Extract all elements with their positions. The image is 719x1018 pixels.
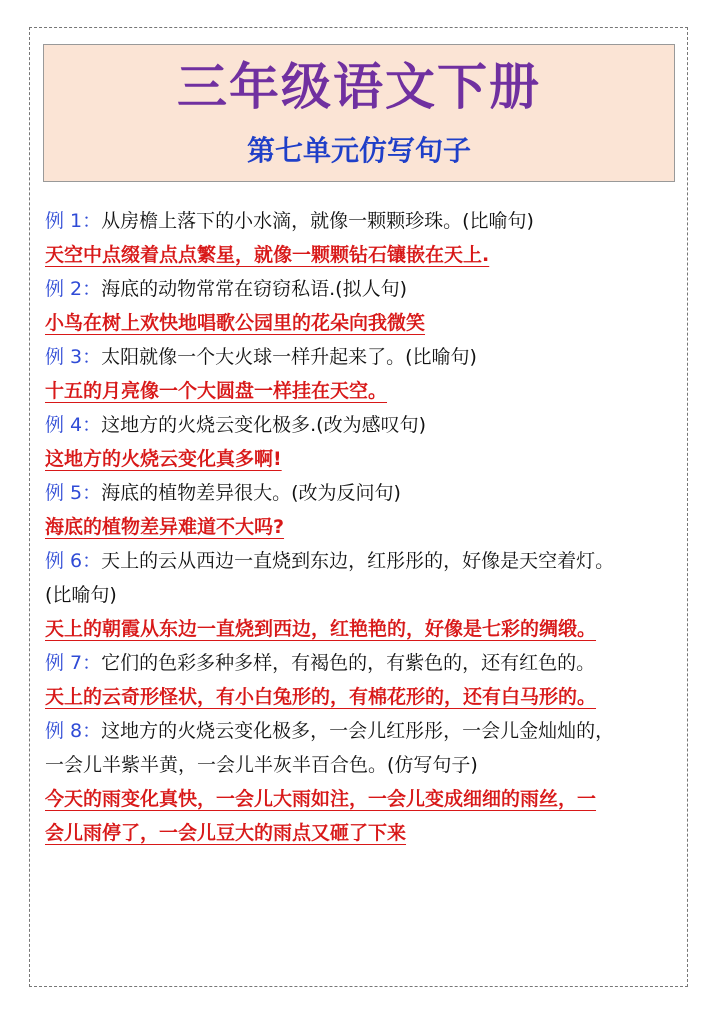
- example-answer: [45, 442, 685, 476]
- answer-text: 天上的朝霞从东边一直烧到西边，红艳艳的，好像是七彩的绸缎。: [45, 618, 597, 640]
- example-question: [45, 204, 685, 238]
- example-number: 例 7：: [45, 652, 102, 674]
- example-number: 例 8：: [45, 720, 102, 742]
- page-subtitle: 第七单元仿写句子: [246, 134, 471, 167]
- question-text: 天上的云从西边一直烧到东边，红彤彤的，好像是天空着灯。: [101, 550, 615, 572]
- example-number: 例 3：: [45, 346, 102, 368]
- answer-text: 天空中点缀着点点繁星，就像一颗颗钻石镶嵌在天上.: [45, 244, 490, 266]
- example-question-continued: [45, 748, 685, 782]
- example-answer: [45, 782, 685, 816]
- question-text: 从房檐上落下的小水滴，就像一颗颗珍珠。(比喻句): [101, 210, 534, 232]
- example-question-continued: [45, 578, 685, 612]
- example-answer: [45, 510, 685, 544]
- example-answer: [45, 374, 685, 408]
- question-text: 海底的植物差异很大。(改为反问句): [101, 482, 401, 504]
- question-text: 太阳就像一个大火球一样升起来了。(比喻句): [101, 346, 477, 368]
- example-question: [45, 476, 685, 510]
- example-answer: [45, 238, 685, 272]
- title-banner: [43, 44, 675, 182]
- example-answer: [45, 612, 685, 646]
- page-title: 三年级语文下册: [177, 57, 541, 116]
- example-question: [45, 340, 685, 374]
- example-answer: [45, 680, 685, 714]
- example-number: 例 2：: [45, 278, 102, 300]
- example-question: [45, 646, 685, 680]
- question-text: 它们的色彩多种多样，有褐色的，有紫色的，还有红色的。: [101, 652, 596, 674]
- example-number: 例 4：: [45, 414, 102, 436]
- example-number: 例 1：: [45, 210, 102, 232]
- answer-text: 天上的云奇形怪状，有小白兔形的，有棉花形的，还有白马形的。: [45, 686, 597, 708]
- answer-text: 十五的月亮像一个大圆盘一样挂在天空。: [45, 380, 388, 402]
- example-question: [45, 544, 685, 578]
- example-question: [45, 714, 685, 748]
- example-number: 例 5：: [45, 482, 102, 504]
- example-answer-continued: [45, 816, 685, 850]
- example-answer: [45, 306, 685, 340]
- answer-text: 海底的植物差异难道不大吗?: [45, 516, 285, 538]
- example-question: [45, 408, 685, 442]
- answer-text: 小鸟在树上欢快地唱歌公园里的花朵向我微笑: [45, 312, 426, 334]
- answer-text: 会儿雨停了，一会儿豆大的雨点又砸了下来: [45, 822, 407, 844]
- examples-list: [45, 204, 685, 850]
- answer-text: 这地方的火烧云变化真多啊!: [45, 448, 282, 470]
- question-text: 一会儿半紫半黄，一会儿半灰半百合色。(仿写句子): [45, 754, 478, 776]
- question-text: 海底的动物常常在窃窃私语.(拟人句): [101, 278, 408, 300]
- question-text: 这地方的火烧云变化极多.(改为感叹句): [101, 414, 427, 436]
- question-text: (比喻句): [45, 584, 117, 606]
- example-question: [45, 272, 685, 306]
- example-number: 例 6：: [45, 550, 102, 572]
- question-text: 这地方的火烧云变化极多，一会儿红彤彤，一会儿金灿灿的，: [101, 720, 615, 742]
- answer-text: 今天的雨变化真快，一会儿大雨如注，一会儿变成细细的雨丝，一: [45, 788, 597, 810]
